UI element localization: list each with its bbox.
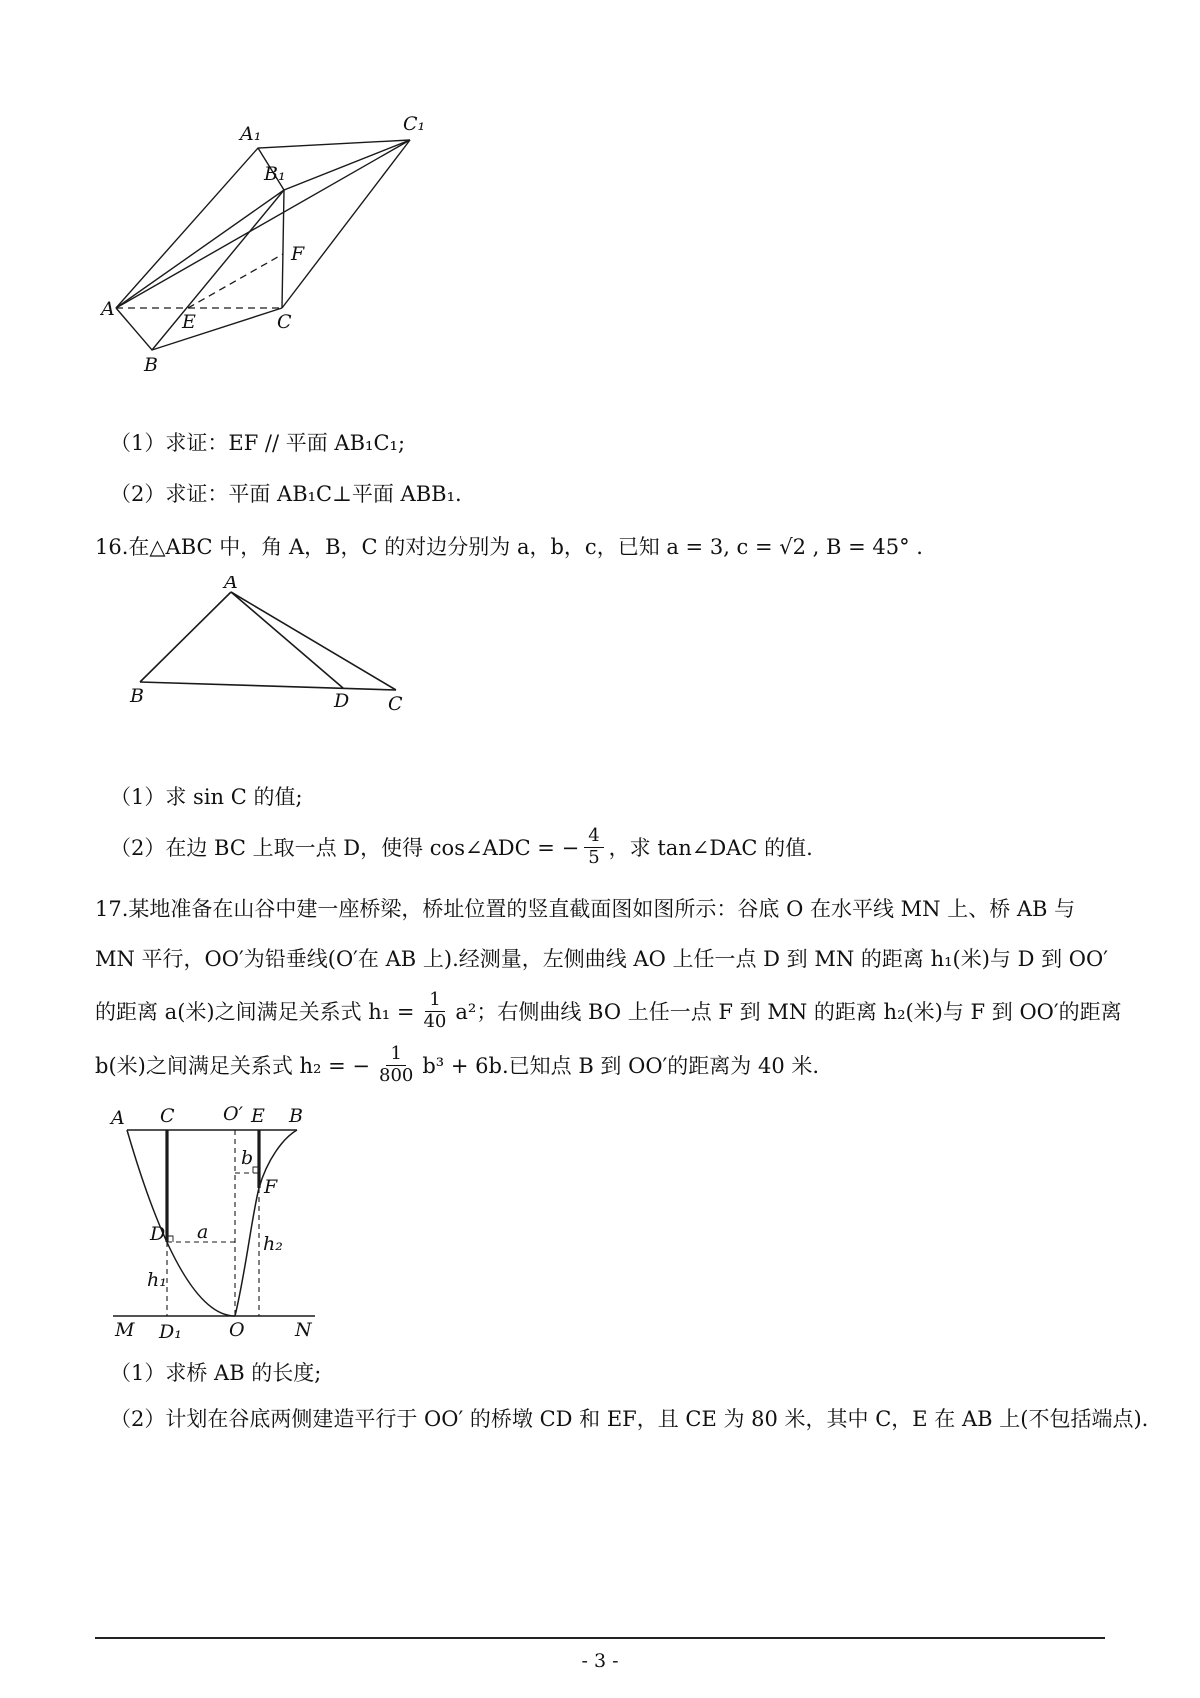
footer-rule — [95, 1637, 1105, 1639]
problem17-question2: （2）计划在谷底两侧建造平行于 OO′ 的桥墩 CD 和 EF，且 CE 为 80 米，其中 C，E 在 AB 上(不包括端点). — [110, 1407, 1149, 1431]
measure-label: b — [241, 1147, 254, 1169]
triangle-svg — [128, 576, 418, 716]
prism-hidden-edges — [116, 254, 283, 308]
vertex-label: B — [144, 354, 158, 376]
valley-solid-lines — [113, 1130, 315, 1316]
vertex-label: C₁ — [403, 113, 426, 135]
fraction-4-5 — [584, 826, 603, 868]
fraction-denominator: 5 — [588, 846, 600, 868]
point-label: D₁ — [159, 1321, 182, 1343]
vertex-label: F — [291, 243, 305, 265]
vertex-label: A — [224, 576, 238, 593]
measure-label: h₂ — [263, 1233, 283, 1255]
point-label: B — [289, 1105, 303, 1127]
triangle-edges — [140, 592, 396, 690]
fraction-denominator: 40 — [423, 1010, 447, 1032]
fraction-numerator: 1 — [386, 1044, 405, 1066]
problem16-q2-pre: （2）在边 BC 上取一点 D，使得 cos∠ADC = − — [110, 836, 580, 860]
problem16-stem: 16.在△ABC 中，角 A，B，C 的对边分别为 a，b，c，已知 a = 3, c = √2 , B = 45° . — [95, 535, 923, 559]
point-label: D — [150, 1223, 166, 1245]
vertex-label: B₁ — [264, 163, 286, 185]
prism-labels — [100, 113, 425, 376]
prism-figure — [100, 112, 470, 382]
fraction-1-40 — [419, 990, 450, 1032]
point-label: A — [111, 1107, 125, 1129]
vertex-label: C — [388, 693, 403, 715]
point-label: N — [295, 1319, 312, 1341]
vertex-label: D — [334, 690, 350, 712]
fraction-1-800 — [375, 1044, 417, 1086]
point-label: M — [115, 1319, 135, 1341]
problem17-line2: MN 平行，OO′为铅垂线(O′在 AB 上).经测量，左侧曲线 AO 上任一点 D 到 MN 的距离 h₁(米)与 D 到 OO′ — [95, 947, 1108, 971]
vertex-label: A₁ — [240, 123, 262, 145]
problem17-line3-pre: 的距离 a(米)之间满足关系式 h₁ = — [95, 1000, 415, 1024]
problem17-line4-post: b³ + 6b.已知点 B 到 OO′的距离为 40 米. — [422, 1054, 820, 1078]
triangle-figure — [128, 576, 418, 721]
prism-solid-edges — [116, 140, 410, 350]
problem17-line3-post: a²；右侧曲线 BO 上任一点 F 到 MN 的距离 h₂(米)与 F 到 OO′的距离 — [455, 1000, 1122, 1024]
page-number: - 3 - — [581, 1650, 619, 1672]
vertex-label: A — [101, 298, 115, 320]
problem17-question1: （1）求桥 AB 的长度; — [110, 1361, 322, 1385]
point-label: O′ — [223, 1103, 243, 1125]
vertex-label: E — [182, 311, 196, 333]
vertex-label: B — [130, 685, 144, 707]
fraction-numerator: 1 — [425, 990, 444, 1012]
prism-svg — [100, 112, 470, 377]
valley-figure — [105, 1098, 340, 1355]
problem16-question1: （1）求 sin C 的值; — [110, 785, 303, 809]
problem16-question2 — [110, 818, 813, 876]
problem17-line3 — [95, 982, 1122, 1040]
point-label: E — [251, 1105, 265, 1127]
problem17-line4-pre: b(米)之间满足关系式 h₂ = − — [95, 1054, 370, 1078]
triangle-labels — [129, 576, 403, 715]
fraction-numerator: 4 — [584, 826, 603, 848]
problem17-line1: 17.某地准备在山谷中建一座桥梁，桥址位置的竖直截面图如图所示：谷底 O 在水平线 MN 上、桥 AB 与 — [95, 897, 1076, 921]
valley-svg — [105, 1098, 340, 1350]
right-angle-marks — [167, 1167, 259, 1242]
problem15-question2: （2）求证：平面 AB₁C⊥平面 ABB₁. — [110, 482, 462, 506]
problem16-q2-post: ，求 tan∠DAC 的值. — [608, 836, 813, 860]
measure-label: h₁ — [147, 1269, 167, 1291]
measure-label: a — [197, 1221, 209, 1243]
fraction-denominator: 800 — [379, 1064, 414, 1086]
point-label: O — [229, 1319, 245, 1341]
problem17-line4 — [95, 1036, 819, 1094]
point-label: F — [264, 1176, 278, 1198]
problem15-question1: （1）求证：EF // 平面 AB₁C₁; — [110, 431, 406, 455]
vertex-label: C — [277, 311, 292, 333]
point-label: C — [160, 1105, 175, 1127]
